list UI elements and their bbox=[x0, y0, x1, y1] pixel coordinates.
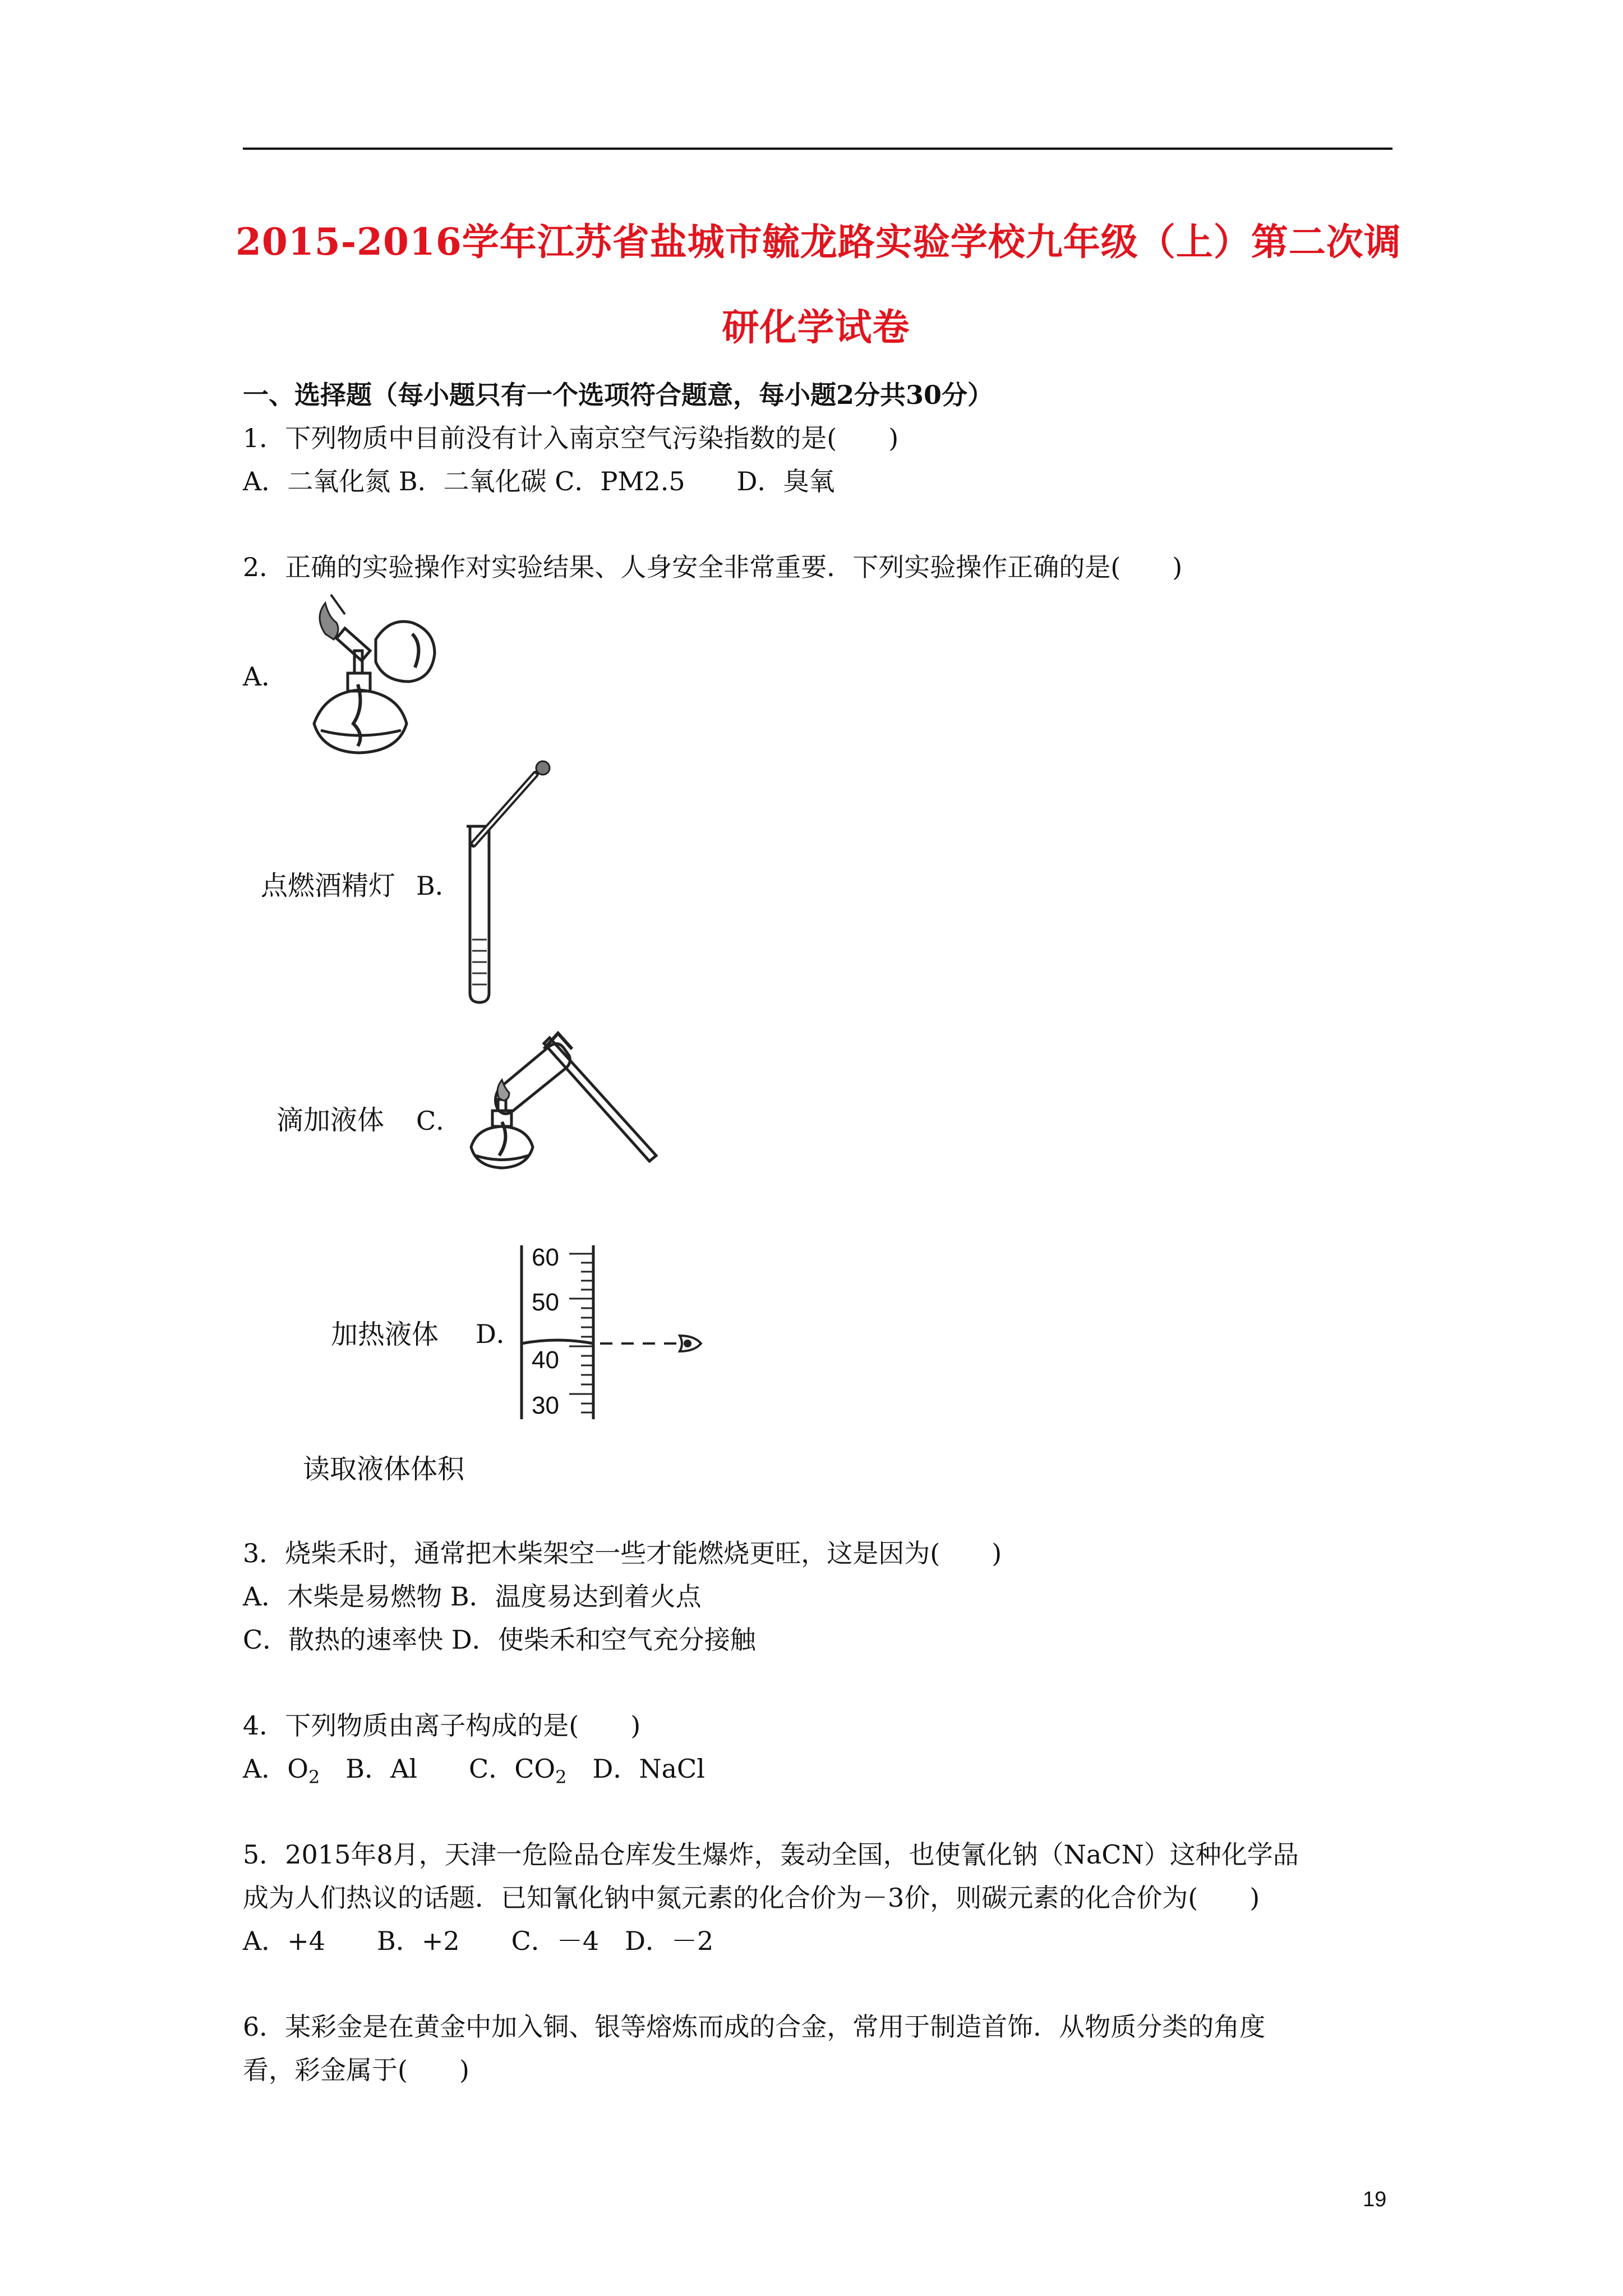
q6-stem-line1: 6．某彩金是在黄金中加入铜、银等熔炼而成的合金，常用于制造首饰．从物质分类的角度 bbox=[243, 2012, 1266, 2042]
q4-option-c-subscript: 2 bbox=[555, 1766, 567, 1788]
q3-options-line2: C．散热的速率快 D．使柴禾和空气充分接触 bbox=[243, 1625, 756, 1655]
cylinder-tick-40: 40 bbox=[532, 1346, 559, 1374]
q3-options-line1: A．木柴是易燃物 B．温度易达到着火点 bbox=[243, 1581, 702, 1612]
q4-option-d: D．NaCl bbox=[566, 1754, 705, 1784]
q2-option-c-label: C． bbox=[416, 1106, 462, 1136]
q2-caption-c: 加热液体 bbox=[331, 1319, 439, 1350]
doc-title-line1: 2015-2016学年江苏省盐城市毓龙路实验学校九年级（上）第二次调 bbox=[236, 220, 1401, 264]
dropper-test-tube-figure bbox=[460, 760, 561, 1007]
q4-option-a: A．O bbox=[243, 1754, 308, 1784]
page-number: 19 bbox=[1363, 2188, 1387, 2211]
header-rule bbox=[243, 148, 1393, 150]
q2-option-b-label: B． bbox=[416, 871, 461, 901]
section-heading: 一、选择题（每小题只有一个选项符合题意，每小题2分共30分） bbox=[243, 380, 994, 410]
cylinder-tick-50: 50 bbox=[532, 1289, 559, 1316]
q2-caption-d: 读取液体体积 bbox=[303, 1453, 465, 1485]
q1-stem: 1．下列物质中目前没有计入南京空气污染指数的是( ) bbox=[243, 423, 899, 453]
q2-caption-a: 点燃酒精灯 bbox=[261, 870, 396, 901]
q4-option-bc: B．Al C．CO bbox=[320, 1754, 556, 1784]
q2-option-d-label: D． bbox=[476, 1319, 522, 1349]
q4-option-a-subscript: 2 bbox=[308, 1766, 320, 1788]
q2-caption-b: 滴加液体 bbox=[276, 1105, 385, 1136]
q1-options: A．二氧化氮 B．二氧化碳 C．PM2.5 D．臭氧 bbox=[243, 466, 835, 496]
q3-stem: 3．烧柴禾时，通常把木柴架空一些才能燃烧更旺，这是因为( ) bbox=[243, 1538, 1002, 1568]
q5-stem-line2: 成为人们热议的话题．已知氰化钠中氮元素的化合价为－3价，则碳元素的化合价为( ) bbox=[243, 1883, 1260, 1913]
q4-stem: 4．下列物质由离子构成的是( ) bbox=[243, 1710, 641, 1741]
heating-liquid-figure bbox=[460, 1027, 662, 1184]
q5-options: A．+4 B．+2 C．－4 D．－2 bbox=[243, 1926, 714, 1956]
graduated-cylinder-figure bbox=[516, 1243, 707, 1422]
alcohol-lamp-lighting-figure bbox=[292, 583, 449, 763]
q2-stem: 2．正确的实验操作对实验结果、人身安全非常重要．下列实验操作正确的是( ) bbox=[243, 552, 1183, 582]
q4-options bbox=[243, 1749, 705, 1788]
doc-title-line2: 研化学试卷 bbox=[722, 305, 910, 349]
cylinder-tick-60: 60 bbox=[532, 1244, 559, 1271]
q5-stem-line1: 5．2015年8月，天津一危险品仓库发生爆炸，轰动全国，也使氰化钠（NaCN）这种化学品 bbox=[243, 1839, 1299, 1870]
q6-stem-line2: 看，彩金属于( ) bbox=[243, 2055, 469, 2085]
cylinder-tick-30: 30 bbox=[532, 1392, 559, 1419]
q2-option-a-label: A． bbox=[243, 661, 288, 692]
